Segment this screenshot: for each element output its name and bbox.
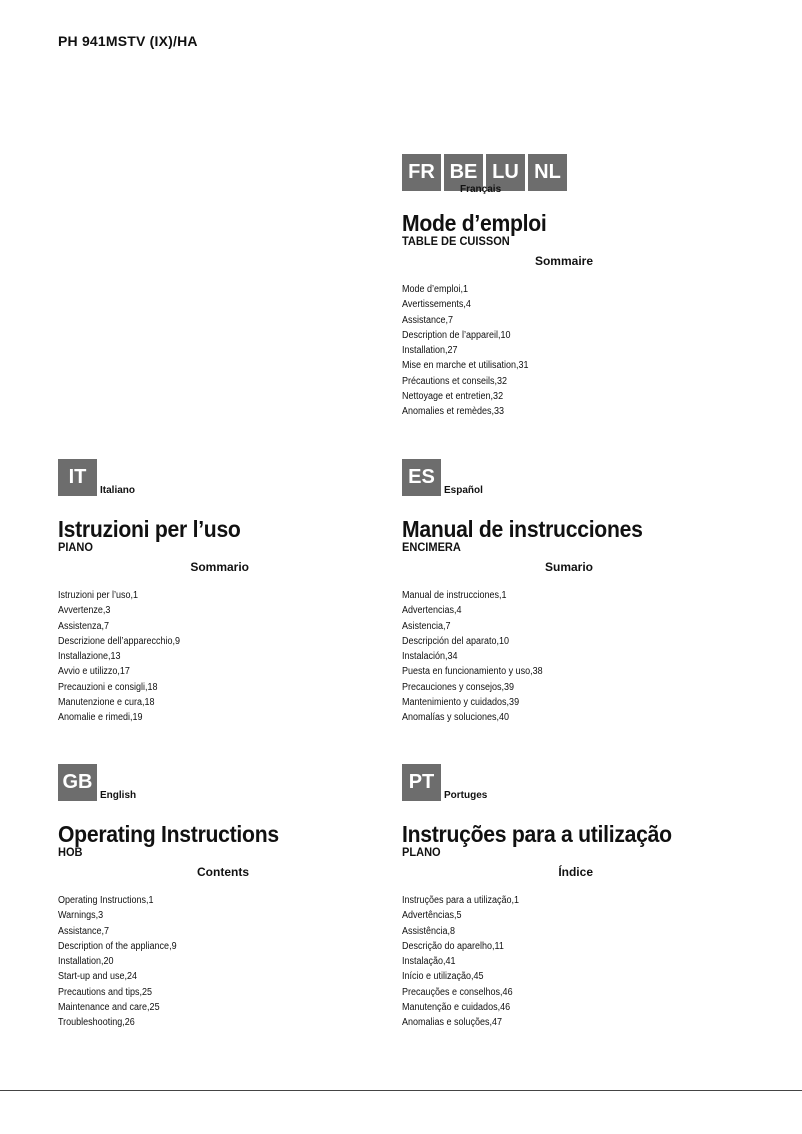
language-badges	[402, 764, 732, 801]
section-title: Instruções para a utilização	[402, 821, 672, 847]
toc-item: Assistance,7	[402, 314, 454, 326]
toc-item: Precauciones y consejos,39	[402, 681, 515, 693]
toc-item: Assistenza,7	[58, 620, 110, 632]
toc-item: Descrizione dell’apparecchio,9	[58, 635, 181, 647]
section-es	[402, 459, 732, 726]
toc-item: Installation,27	[402, 345, 458, 357]
toc-item: Mode d’emploi,1	[402, 284, 469, 295]
bottom-divider	[0, 1090, 802, 1091]
toc-item: Précautions et conseils,32	[402, 375, 508, 387]
language-label: Portuges	[444, 790, 488, 801]
toc-item: Manutenzione e cura,18	[58, 697, 155, 709]
toc-item: Precauzioni e consigli,18	[58, 681, 158, 693]
section-subtitle: PIANO	[58, 540, 93, 554]
toc-list	[402, 893, 732, 1031]
toc-item: Descrição do aparelho,11	[402, 940, 504, 952]
language-badges	[402, 459, 732, 496]
toc-item: Avertissements,4	[402, 299, 471, 311]
toc-item: Assistance,7	[58, 925, 110, 937]
toc-item: Start-up and use,24	[58, 971, 138, 983]
toc-item: Installation,20	[58, 956, 114, 968]
badge-be: BE	[444, 154, 483, 191]
section-subtitle: TABLE DE CUISSON	[402, 234, 510, 248]
badge-gb: GB	[58, 764, 97, 801]
toc-item: Warnings,3	[58, 910, 104, 922]
toc-item: Advertencias,4	[402, 605, 462, 617]
toc-item: Anomalias e soluções,47	[402, 1017, 503, 1029]
language-badges	[402, 154, 732, 195]
language-badges	[58, 764, 388, 801]
toc-heading: Sommaire	[534, 254, 593, 268]
toc-item: Manual de instrucciones,1	[402, 590, 507, 601]
section-title: Istruzioni per l’uso	[58, 516, 241, 542]
toc-list	[58, 893, 388, 1031]
toc-item: Description of the appliance,9	[58, 940, 177, 952]
toc-list	[58, 588, 388, 726]
toc-item: Troubleshooting,26	[58, 1017, 135, 1029]
toc-item: Instalación,34	[402, 651, 458, 663]
language-label: English	[100, 790, 137, 801]
model-number: PH 941MSTV (IX)/HA	[58, 33, 198, 49]
toc-item: Manutenção e cuidados,46	[402, 1002, 511, 1014]
toc-list	[402, 588, 732, 726]
section-subtitle: PLANO	[402, 845, 441, 859]
toc-item: Início e utilização,45	[402, 971, 484, 983]
section-title: Mode d’emploi	[402, 210, 547, 236]
toc-heading: Índice	[558, 865, 593, 879]
toc-item: Mise en marche et utilisation,31	[402, 360, 529, 372]
language-label: Français	[460, 184, 502, 195]
section-subtitle: HOB	[58, 845, 83, 859]
toc-list	[402, 282, 732, 420]
toc-item: Asistencia,7	[402, 620, 451, 632]
toc-item: Nettoyage et entretien,32	[402, 391, 504, 403]
language-badges	[58, 459, 388, 496]
toc-heading: Sommario	[190, 560, 249, 574]
toc-item: Mantenimiento y cuidados,39	[402, 697, 520, 709]
section-title: Operating Instructions	[58, 821, 279, 847]
toc-item: Precautions and tips,25	[58, 986, 153, 998]
toc-item: Avvertenze,3	[58, 605, 111, 617]
toc-item: Description de l’appareil,10	[402, 329, 511, 341]
badge-pt: PT	[402, 764, 441, 801]
toc-item: Precauções e conselhos,46	[402, 986, 513, 998]
toc-heading: Contents	[197, 865, 249, 879]
section-pt	[402, 764, 732, 1031]
badge-fr: FR	[402, 154, 441, 191]
toc-item: Anomalías y soluciones,40	[402, 712, 510, 724]
section-gb	[58, 764, 388, 1031]
toc-item: Anomalies et remèdes,33	[402, 406, 505, 418]
toc-heading: Sumario	[544, 560, 593, 574]
badge-es: ES	[402, 459, 441, 496]
toc-item: Advertências,5	[402, 910, 462, 922]
language-label: Español	[444, 485, 483, 496]
badge-it: IT	[58, 459, 97, 496]
badge-nl: NL	[528, 154, 567, 191]
toc-item: Operating Instructions,1	[58, 895, 154, 906]
toc-item: Assistência,8	[402, 925, 456, 937]
section-fr	[402, 154, 732, 420]
section-title: Manual de instrucciones	[402, 516, 643, 542]
toc-item: Instalação,41	[402, 956, 456, 968]
language-label: Italiano	[100, 485, 136, 496]
toc-item: Anomalie e rimedi,19	[58, 712, 143, 724]
section-it	[58, 459, 388, 726]
section-subtitle: ENCIMERA	[402, 540, 461, 554]
toc-item: Installazione,13	[58, 651, 121, 663]
toc-item: Puesta en funcionamiento y uso,38	[402, 666, 543, 678]
toc-item: Instruções para a utilização,1	[402, 895, 520, 906]
toc-item: Maintenance and care,25	[58, 1002, 160, 1014]
toc-item: Avvio e utilizzo,17	[58, 666, 130, 678]
toc-item: Istruzioni per l’uso,1	[58, 590, 139, 601]
toc-item: Descripción del aparato,10	[402, 635, 510, 647]
badge-lu: LU	[486, 154, 525, 191]
